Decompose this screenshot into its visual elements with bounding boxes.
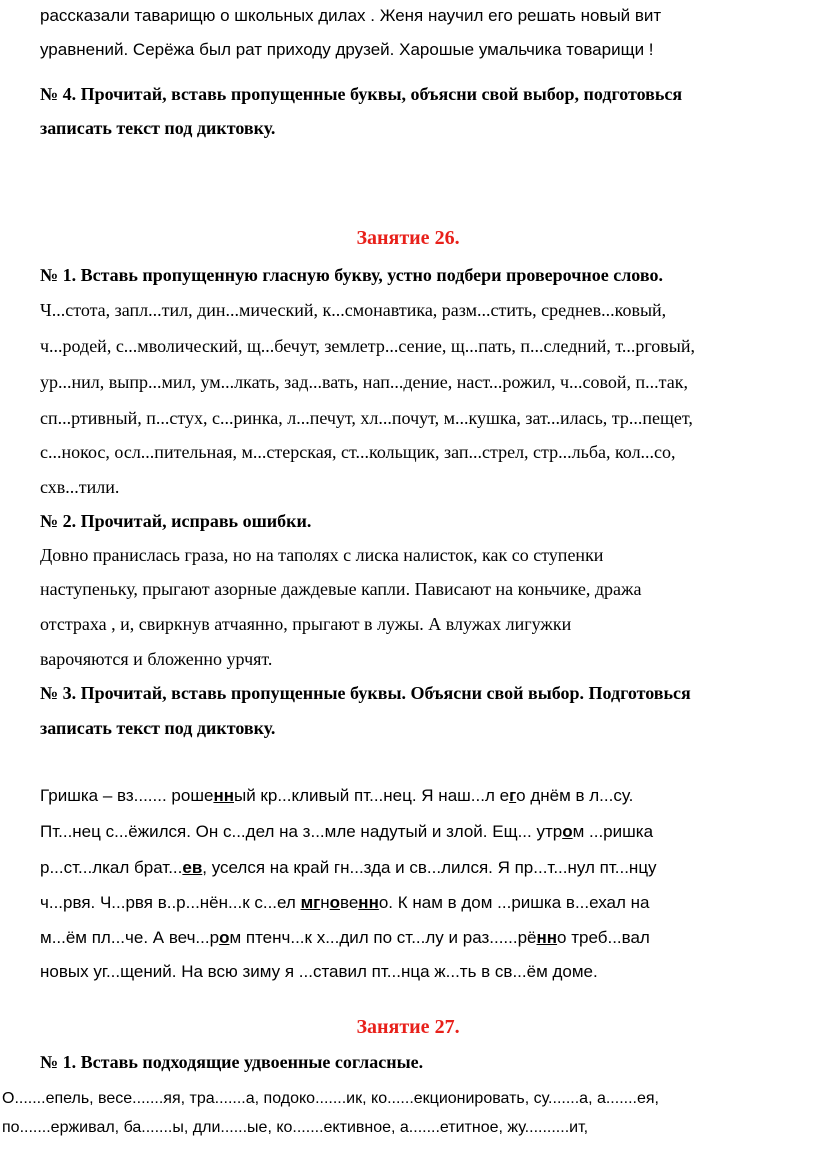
lesson26-task1-line: схв...тили. [40, 477, 120, 497]
lesson-26-title: Занятие 26. [356, 227, 460, 249]
prev-text-line-2: уравнений. Серёжа был рат приходу друзей. Харошые умальчика товарищи ! [40, 40, 654, 59]
highlighted-letters: нн [358, 893, 379, 912]
lesson27-task1-line: О.......епель, весе.......яя, тра.......а, подоко.......ик, ко......екционировать, су.......а, а.......ея, [2, 1090, 659, 1107]
lesson26-task3-text-line: м...ём пл...че. А веч...ром птенч...к х...дил по ст...лу и раз......рённо треб...вал [40, 928, 650, 947]
lesson26-task1-line: сп...ртивный, п...стух, с...ринка, л...печут, хл...почут, м...кушка, зат...илась, тр...пещет, [40, 408, 693, 428]
lesson26-task3-text-line: р...ст...лкал брат...ев, уселся на край гн...зда и св...лился. Я пр...т...нул пт...нцу [40, 858, 657, 877]
lesson26-task1-heading: № 1. Вставь пропущенную гласную букву, устно подбери проверочное слово. [40, 265, 663, 285]
lesson-27-title: Занятие 27. [356, 1016, 460, 1038]
task4-heading-line-1: № 4. Прочитай, вставь пропущенные буквы, объясни свой выбор, подготовься [40, 84, 683, 104]
highlighted-letters: о [329, 893, 340, 912]
lesson26-task2-line: Довно пранислась граза, но на таполях с лиска налисток, как со ступенки [40, 545, 604, 565]
lesson26-task2-line: наступеньку, прыгают азорные даждевые капли. Пависают на коньчике, дража [40, 579, 642, 599]
highlighted-letters: г [509, 786, 517, 805]
lesson26-task1-line: Ч...стота, запл...тил, дин...мический, к...смонавтика, разм...стить, среднев...ковый, [40, 300, 667, 320]
lesson26-task3-text-line: Гришка – вз....... рошенный кр...кливый пт...нец. Я наш...л его днём в л...су. [40, 786, 634, 805]
lesson26-task3-heading-line-2: записать текст под диктовку. [40, 718, 276, 738]
task4-heading-line-2: записать текст под диктовку. [40, 118, 276, 138]
highlighted-letters: нн [213, 786, 234, 805]
lesson26-task1-line: с...нокос, осл...пительная, м...стерская, ст...кольщик, зап...стрел, стр...льба, кол...со, [40, 442, 676, 462]
lesson26-task1-line: ч...родей, с...мволический, щ...бечут, землетр...сение, щ...пать, п...следний, т...рговый, [40, 336, 696, 356]
lesson26-task3-text-line: новых уг...щений. На всю зиму я ...ставил пт...нца ж...ть в св...ём доме. [40, 962, 598, 981]
lesson26-task2-line: варочяются и бложенно урчят. [40, 649, 273, 669]
lesson27-task1-heading: № 1. Вставь подходящие удвоенные согласные. [40, 1052, 424, 1072]
highlighted-letters: о [219, 928, 230, 947]
lesson26-task2-heading: № 2. Прочитай, исправь ошибки. [40, 511, 312, 531]
lesson27-task1-line: по.......ерживал, ба.......ы, дли......ые, ко.......ективное, а.......етитное, жу..........ит, [2, 1119, 589, 1136]
lesson26-task1-line: ур...нил, выпр...мил, ум...лкать, зад...вать, нап...дение, наст...рожил, ч...совой, п...так, [40, 372, 688, 392]
lesson26-task3-text-line: ч...рвя. Ч...рвя в..р...нён...к с...ел мгновенно. К нам в дом ...ришка в...ехал на [40, 893, 650, 912]
lesson26-task2-line: отстраха , и, свиркнув атчаянно, прыгают в лужы. А влужах лигужки [40, 614, 572, 634]
highlighted-letters: о [562, 822, 573, 841]
highlighted-letters: мг [300, 893, 321, 912]
prev-text-line-1: рассказали таварищю о школьных дилах . Женя научил его решать новый вит [40, 6, 662, 25]
highlighted-letters: нн [536, 928, 558, 947]
lesson26-task3-text-line: Пт...нец с...ёжился. Он с...дел на з...мле надутый и злой. Ещ... утром ...ришка [40, 822, 654, 841]
lesson26-task3-heading-line-1: № 3. Прочитай, вставь пропущенные буквы. Объясни свой выбор. Подготовься [40, 683, 691, 703]
highlighted-letters: ев [182, 858, 203, 877]
